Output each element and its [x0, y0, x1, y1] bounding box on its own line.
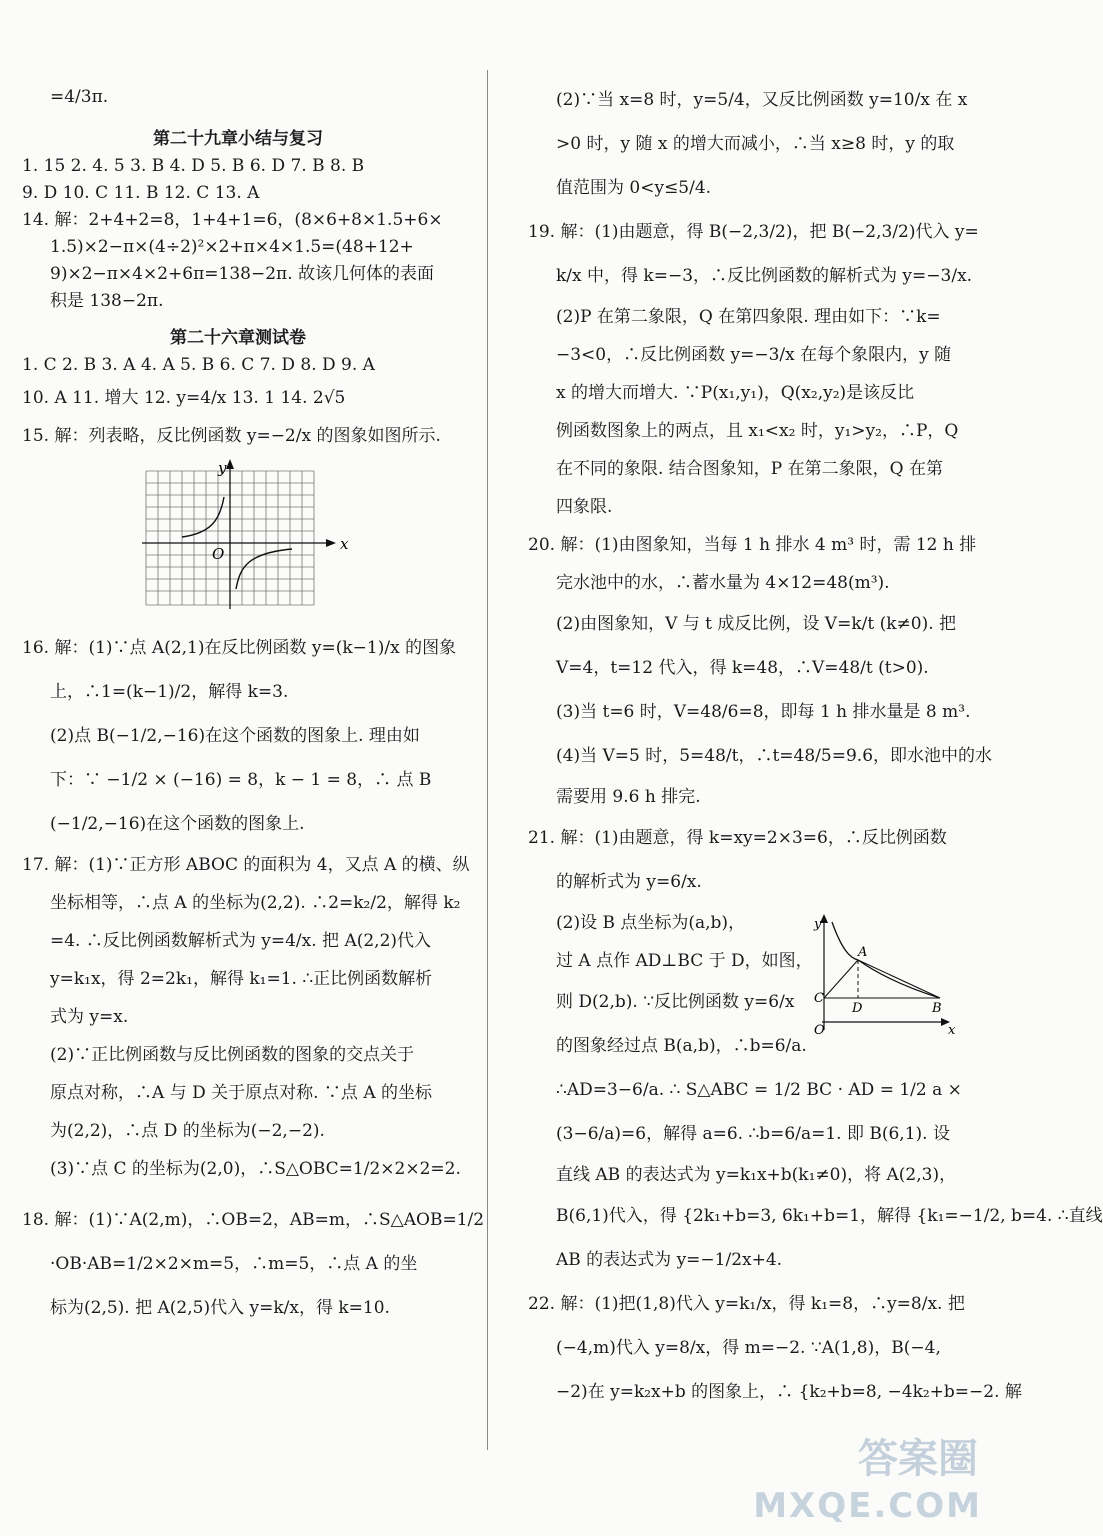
text-line: >0 时，y 随 x 的增大而减小，∴当 x≥8 时，y 的取	[556, 134, 955, 154]
text-line: ·OB·AB=1/2×2×m=5，∴m=5，∴点 A 的坐	[50, 1254, 418, 1274]
x-axis-label: x	[340, 535, 349, 553]
column-divider	[487, 70, 488, 1450]
y-axis-label: y	[218, 459, 227, 477]
text-line: (3)当 t=6 时，V=48/6=8，即每 1 h 排水量是 8 m³.	[556, 702, 971, 722]
point-d-label: D	[852, 1001, 863, 1016]
hyperbola-graph-figure	[142, 459, 454, 618]
text-line: (4)当 V=5 时，5=48/t，∴t=48/5=9.6，即水池中的水	[556, 746, 993, 766]
text-line: (2)点 B(−1/2,−16)在这个函数的图象上. 理由如	[50, 726, 420, 746]
text-line: 原点对称，∴A 与 D 关于原点对称. ∵点 A 的坐标	[50, 1083, 433, 1103]
text-line: ∴AD=3−6/a. ∴ S△ABC = 1/2 BC · AD = 1/2 a ×	[556, 1080, 962, 1100]
text-line: 的图象经过点 B(a,b)，∴b=6/a.	[556, 1036, 807, 1056]
text-line: 22. 解：(1)把(1,8)代入 y=k₁/x，得 k₁=8，∴y=8/x. 把	[528, 1294, 965, 1314]
text-line: 9)×2−π×4×2+6π=138−2π. 故该几何体的表面	[50, 264, 435, 284]
text-line: −3<0，∴反比例函数 y=−3/x 在每个象限内，y 随	[556, 345, 952, 365]
text-line: 的解析式为 y=6/x.	[556, 872, 702, 892]
text-line: 19. 解：(1)由题意，得 B(−2,3/2)，把 B(−2,3/2)代入 y=	[528, 222, 979, 242]
text-line: 20. 解：(1)由图象知，当每 1 h 排水 4 m³ 时，需 12 h 排	[528, 535, 977, 555]
text-line: 直线 AB 的表达式为 y=k₁x+b(k₁≠0)，将 A(2,3)，	[556, 1165, 957, 1185]
text-line: 需要用 9.6 h 排完.	[556, 787, 701, 807]
triangle-graph	[814, 914, 956, 1038]
y-axis-label: y	[814, 917, 822, 932]
text-line: (2)由图象知，V 与 t 成反比例，设 V=k/t (k≠0). 把	[556, 614, 957, 634]
x-axis-label: x	[948, 1023, 956, 1038]
text-line: 14. 解：2+4+2=8，1+4+1=6，(8×6+8×1.5+6×	[22, 210, 443, 230]
point-c-label: C	[814, 991, 824, 1006]
hyperbola-graph	[142, 459, 362, 613]
origin-label: O	[212, 545, 225, 563]
text-line: B(6,1)代入，得 {2k₁+b=3, 6k₁+b=1，解得 {k₁=−1/2, b=4. ∴直线	[556, 1206, 1103, 1226]
text-line: (2)P 在第二象限，Q 在第四象限. 理由如下：∵k=	[556, 307, 941, 327]
text-line: V=4，t=12 代入，得 k=48，∴V=48/t (t>0).	[556, 658, 929, 678]
text-line: AB 的表达式为 y=−1/2x+4.	[556, 1250, 783, 1270]
text-line: 在不同的象限. 结合图象知，P 在第二象限，Q 在第	[556, 459, 943, 479]
text-line: 例函数图象上的两点，且 x₁<x₂ 时，y₁>y₂，∴P，Q	[556, 421, 959, 441]
triangle-graph-figure	[814, 914, 954, 1039]
text-line: 过 A 点作 AD⊥BC 于 D，如图，	[556, 951, 813, 971]
watermark-logo: 答案圈	[858, 1436, 978, 1482]
right-column	[528, 78, 1103, 1414]
text-line: 1.5)×2−π×(4÷2)²×2+π×4×1.5=(48+12+	[50, 237, 414, 257]
text-line: 标为(2,5). 把 A(2,5)代入 y=k/x，得 k=10.	[50, 1298, 390, 1318]
text-line: 为(2,2)，∴点 D 的坐标为(−2,−2).	[50, 1121, 325, 1141]
text-line: 则 D(2,b). ∵反比例函数 y=6/x	[556, 992, 795, 1012]
text-line: −2)在 y=k₂x+b 的图象上，∴ {k₂+b=8, −4k₂+b=−2. 解	[556, 1382, 1022, 1402]
watermark-url: MXQE.COM	[753, 1486, 982, 1526]
text-line: (−1/2,−16)在这个函数的图象上.	[50, 814, 305, 834]
answer-line: 1. C 2. B 3. A 4. A 5. B 6. C 7. D 8. D 9. A	[22, 355, 375, 375]
text-line: 16. 解：(1)∵点 A(2,1)在反比例函数 y=(k−1)/x 的图象	[22, 638, 457, 658]
text-line: 坐标相等，∴点 A 的坐标为(2,2). ∴2=k₂/2，解得 k₂	[50, 893, 461, 913]
text-line: 值范围为 0<y≤5/4.	[556, 178, 712, 198]
point-a-label: A	[858, 945, 868, 960]
answer-line: 9. D 10. C 11. B 12. C 13. A	[22, 183, 260, 203]
text-line: x 的增大而增大. ∵P(x₁,y₁)，Q(x₂,y₂)是该反比	[556, 383, 915, 403]
section-heading: 第二十九章小结与复习	[153, 129, 323, 149]
text-line: 15. 解：列表略，反比例函数 y=−2/x 的图象如图所示.	[22, 426, 441, 446]
section-heading: 第二十六章测试卷	[170, 328, 306, 348]
text-line: =4/3π.	[50, 87, 109, 107]
text-line: 完水池中的水，∴蓄水量为 4×12=48(m³).	[556, 573, 890, 593]
answer-line: 1. 15 2. 4. 5 3. B 4. D 5. B 6. D 7. B 8. B	[22, 156, 365, 176]
text-line: 积是 138−2π.	[50, 291, 164, 311]
text-line: (2)∵当 x=8 时，y=5/4，又反比例函数 y=10/x 在 x	[556, 90, 968, 110]
curve	[832, 922, 940, 998]
text-line: (2)∵正比例函数与反比例函数的图象的交点关于	[50, 1045, 415, 1065]
origin-label: O	[814, 1023, 825, 1038]
text-line: (−4,m)代入 y=8/x，得 m=−2. ∵A(1,8)，B(−4,	[556, 1338, 941, 1358]
text-line: k/x 中，得 k=−3，∴反比例函数的解析式为 y=−3/x.	[556, 266, 973, 286]
text-line: (3)∵点 C 的坐标为(2,0)，∴S△OBC=1/2×2×2=2.	[50, 1159, 461, 1179]
text-line: 21. 解：(1)由题意，得 k=xy=2×3=6，∴反比例函数	[528, 828, 947, 848]
answer-line: 10. A 11. 增大 12. y=4/x 13. 1 14. 2√5	[22, 388, 346, 408]
text-line: =4. ∴反比例函数解析式为 y=4/x. 把 A(2,2)代入	[50, 931, 432, 951]
text-line: 17. 解：(1)∵正方形 ABOC 的面积为 4，又点 A 的横、纵	[22, 855, 470, 875]
text-line: 四象限.	[556, 497, 613, 517]
text-line: 式为 y=x.	[50, 1007, 129, 1027]
point-b-label: B	[932, 1001, 942, 1016]
left-column	[22, 78, 485, 1330]
text-line: (2)设 B 点坐标为(a,b)，	[556, 913, 746, 933]
text-line: 18. 解：(1)∵A(2,m)，∴OB=2，AB=m，∴S△AOB=1/2	[22, 1210, 485, 1230]
text-line: 上，∴1=(k−1)/2，解得 k=3.	[50, 682, 289, 702]
text-line: y=k₁x，得 2=2k₁，解得 k₁=1. ∴正比例函数解析	[50, 969, 433, 989]
text-line: (3−6/a)=6，解得 a=6. ∴b=6/a=1. 即 B(6,1). 设	[556, 1124, 950, 1144]
text-line: 下：∵ −1/2 × (−16) = 8，k − 1 = 8，∴ 点 B	[50, 770, 432, 790]
